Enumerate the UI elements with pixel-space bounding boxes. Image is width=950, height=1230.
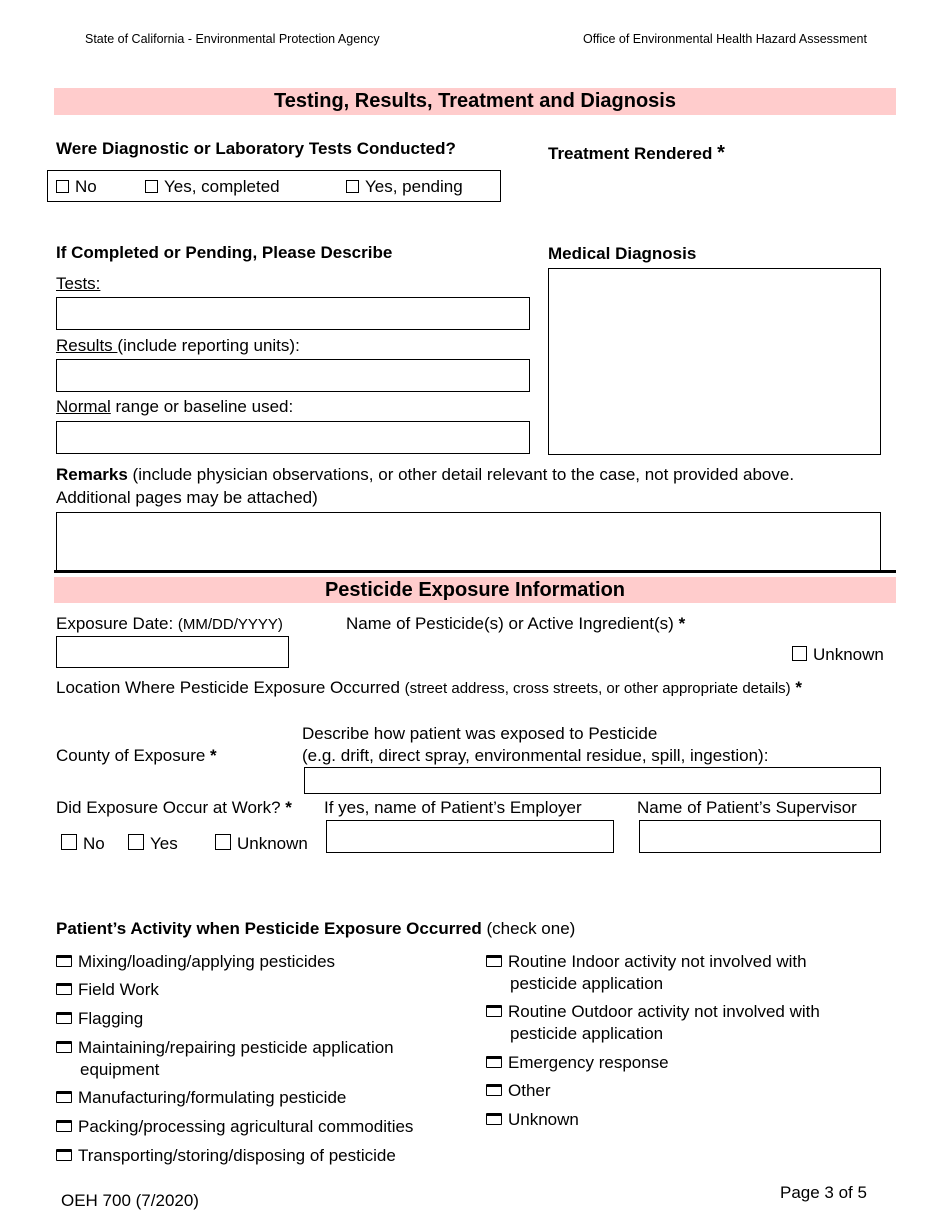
checkbox-icon[interactable] <box>486 1056 502 1068</box>
work-option-unknown[interactable]: Unknown <box>215 834 308 854</box>
activity-label: Patient’s Activity when Pesticide Exposure Occurred (check one) <box>56 919 576 938</box>
checkbox-icon[interactable] <box>56 1149 72 1161</box>
checkbox-icon[interactable] <box>486 1005 502 1017</box>
activity-option[interactable]: Manufacturing/formulating pesticide <box>56 1087 346 1109</box>
describe-exposure-examples: (e.g. drift, direct spray, environmental residue, spill, ingestion): <box>302 746 769 765</box>
work-option-yes[interactable]: Yes <box>128 834 178 854</box>
activity-option[interactable]: Flagging <box>56 1008 143 1030</box>
results-label: Results (include reporting units): <box>56 336 300 355</box>
header-agency: State of California - Environmental Protection Agency <box>85 32 380 46</box>
checkbox-icon[interactable] <box>56 1041 72 1053</box>
checkbox-icon[interactable] <box>486 1084 502 1096</box>
checkbox-icon[interactable] <box>215 834 231 850</box>
checkbox-icon[interactable] <box>145 180 158 193</box>
tests-option-no[interactable]: No <box>56 177 97 197</box>
employer-input[interactable] <box>326 820 614 853</box>
tests-question-label: Were Diagnostic or Laboratory Tests Conducted? <box>56 139 456 158</box>
checkbox-icon[interactable] <box>486 955 502 967</box>
checkbox-icon[interactable] <box>792 646 807 661</box>
tests-option-yes-completed[interactable]: Yes, completed <box>145 177 280 197</box>
describe-label: If Completed or Pending, Please Describe <box>56 243 393 262</box>
supervisor-input[interactable] <box>639 820 881 853</box>
work-option-no[interactable]: No <box>61 834 105 854</box>
exposure-date-label: Exposure Date: (MM/DD/YYYY) <box>56 614 283 633</box>
pesticide-name-label: Name of Pesticide(s) or Active Ingredient(s) * <box>346 614 686 633</box>
tests-input[interactable] <box>56 297 530 330</box>
section-title-testing: Testing, Results, Treatment and Diagnosis <box>54 88 896 115</box>
describe-exposure-input[interactable] <box>304 767 881 794</box>
page-number: Page 3 of 5 <box>780 1183 867 1202</box>
treatment-label: Treatment Rendered * <box>548 142 725 164</box>
tests-options-group <box>47 170 501 202</box>
checkbox-icon[interactable] <box>56 180 69 193</box>
county-label: County of Exposure * <box>56 746 217 765</box>
section-divider <box>54 570 896 573</box>
checkbox-icon[interactable] <box>56 983 72 995</box>
activity-option[interactable]: Routine Indoor activity not involved with pesticide application <box>486 951 807 995</box>
activity-option[interactable]: Routine Outdoor activity not involved with pesticide application <box>486 1001 820 1045</box>
employer-label: If yes, name of Patient’s Employer <box>324 798 582 817</box>
checkbox-icon[interactable] <box>56 1012 72 1024</box>
diagnosis-label: Medical Diagnosis <box>548 244 697 263</box>
checkbox-icon[interactable] <box>61 834 77 850</box>
checkbox-icon[interactable] <box>56 955 72 967</box>
describe-exposure-label: Describe how patient was exposed to Pesticide <box>302 724 658 743</box>
activity-option[interactable]: Emergency response <box>486 1052 669 1074</box>
tests-label: Tests: <box>56 274 101 293</box>
normal-range-label: Normal range or baseline used: <box>56 397 294 416</box>
activity-option[interactable]: Maintaining/repairing pesticide application equipment <box>56 1037 394 1081</box>
checkbox-icon[interactable] <box>128 834 144 850</box>
checkbox-icon[interactable] <box>346 180 359 193</box>
results-input[interactable] <box>56 359 530 392</box>
checkbox-icon[interactable] <box>56 1120 72 1132</box>
activity-option[interactable]: Other <box>486 1080 551 1102</box>
tests-option-yes-pending[interactable]: Yes, pending <box>346 177 463 197</box>
checkbox-icon[interactable] <box>486 1113 502 1125</box>
activity-option[interactable]: Unknown <box>486 1109 579 1131</box>
work-question-label: Did Exposure Occur at Work? * <box>56 798 292 817</box>
location-label: Location Where Pesticide Exposure Occurred (street address, cross streets, or other appropriate details) * <box>56 678 803 697</box>
supervisor-label: Name of Patient’s Supervisor <box>637 798 857 817</box>
activity-option[interactable]: Packing/processing agricultural commodities <box>56 1116 413 1138</box>
header-office: Office of Environmental Health Hazard Assessment <box>583 32 867 46</box>
activity-option[interactable]: Field Work <box>56 979 159 1001</box>
exposure-date-input[interactable] <box>56 636 289 668</box>
remarks-input[interactable] <box>56 512 881 572</box>
pesticide-unknown-option[interactable]: Unknown <box>792 645 884 665</box>
remarks-desc: Additional pages may be attached) <box>56 488 318 507</box>
activity-option[interactable]: Mixing/loading/applying pesticides <box>56 951 335 973</box>
checkbox-icon[interactable] <box>56 1091 72 1103</box>
normal-range-input[interactable] <box>56 421 530 454</box>
form-id: OEH 700 (7/2020) <box>61 1191 199 1210</box>
remarks-label: Remarks (include physician observations, or other detail relevant to the case, not provided above. <box>56 465 795 484</box>
activity-option[interactable]: Transporting/storing/disposing of pesticide <box>56 1145 396 1167</box>
section-title-exposure: Pesticide Exposure Information <box>54 577 896 603</box>
diagnosis-input[interactable] <box>548 268 881 455</box>
